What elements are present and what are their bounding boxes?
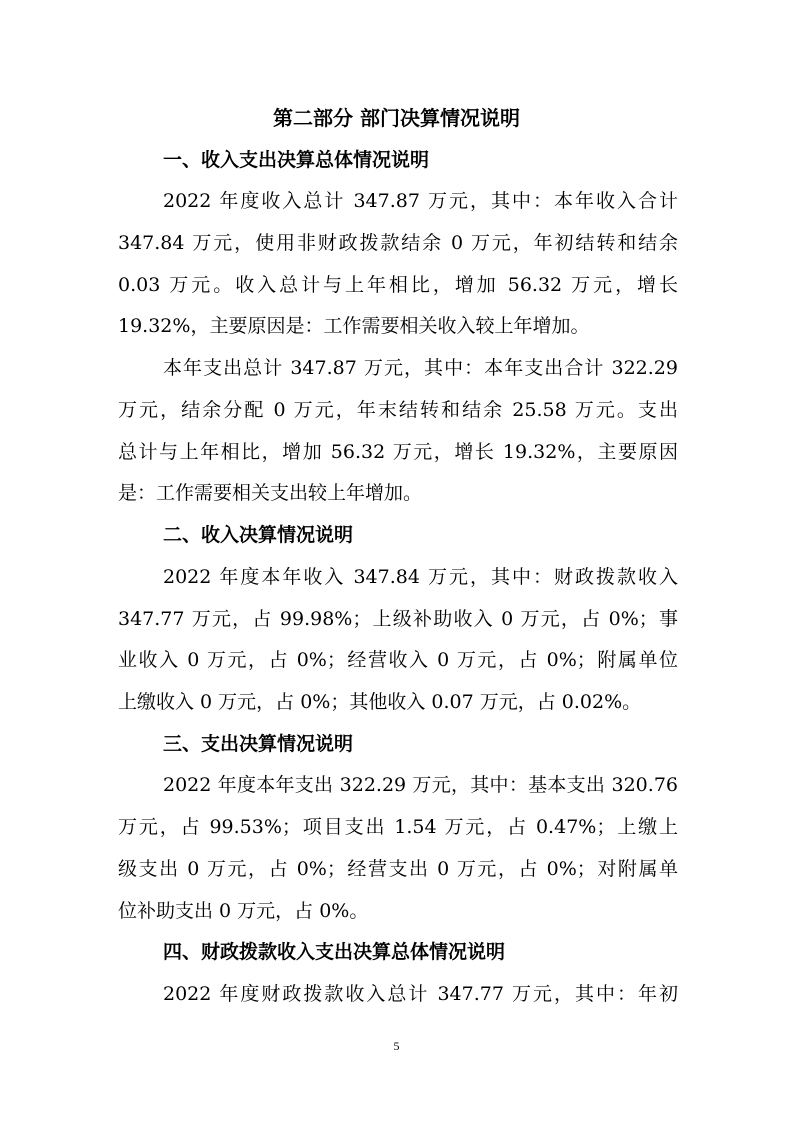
paragraph-line: 2022 年度收入总计 347.87 万元，其中：本年收入合计: [163, 190, 678, 212]
section-heading-3: 三、支出决算情况说明: [163, 733, 354, 755]
paragraph-line: 347.84 万元，使用非财政拨款结余 0 万元，年初结转和结余: [118, 232, 678, 254]
paragraph-line: 是：工作需要相关支出较上年增加。: [118, 482, 423, 504]
paragraph-line: 2022 年度财政拨款收入总计 347.77 万元，其中：年初: [163, 983, 678, 1005]
paragraph-line: 万元，占 99.53%；项目支出 1.54 万元，占 0.47%；上缴上: [118, 816, 678, 838]
paragraph-line: 总计与上年相比，增加 56.32 万元，增长 19.32%，主要原因: [118, 441, 678, 463]
paragraph-line: 347.77 万元，占 99.98%；上级补助收入 0 万元，占 0%；事: [118, 608, 678, 630]
paragraph-line: 级支出 0 万元，占 0%；经营支出 0 万元，占 0%；对附属单: [118, 858, 678, 880]
paragraph-line: 万元，结余分配 0 万元，年末结转和结余 25.58 万元。支出: [118, 399, 678, 421]
document-title: 第二部分 部门决算情况说明: [273, 106, 520, 130]
paragraph-line: 0.03 万元。收入总计与上年相比，增加 56.32 万元，增长: [118, 274, 678, 296]
section-heading-1: 一、收入支出决算总体情况说明: [163, 149, 430, 171]
paragraph-line: 位补助支出 0 万元，占 0%。: [118, 900, 369, 922]
paragraph-line: 本年支出总计 347.87 万元，其中：本年支出合计 322.29: [163, 357, 678, 379]
paragraph-line: 上缴收入 0 万元，占 0%；其他收入 0.07 万元，占 0.02%。: [118, 691, 642, 713]
paragraph-line: 业收入 0 万元，占 0%；经营收入 0 万元，占 0%；附属单位: [118, 649, 678, 671]
paragraph-line: 2022 年度本年收入 347.84 万元，其中：财政拨款收入: [163, 566, 678, 588]
section-heading-2: 二、收入决算情况说明: [163, 524, 354, 546]
paragraph-line: 2022 年度本年支出 322.29 万元，其中：基本支出 320.76: [163, 774, 678, 796]
page-number: 5: [393, 1039, 400, 1053]
paragraph-line: 19.32%，主要原因是：工作需要相关收入较上年增加。: [118, 315, 590, 337]
section-heading-4: 四、财政拨款收入支出决算总体情况说明: [163, 941, 506, 963]
